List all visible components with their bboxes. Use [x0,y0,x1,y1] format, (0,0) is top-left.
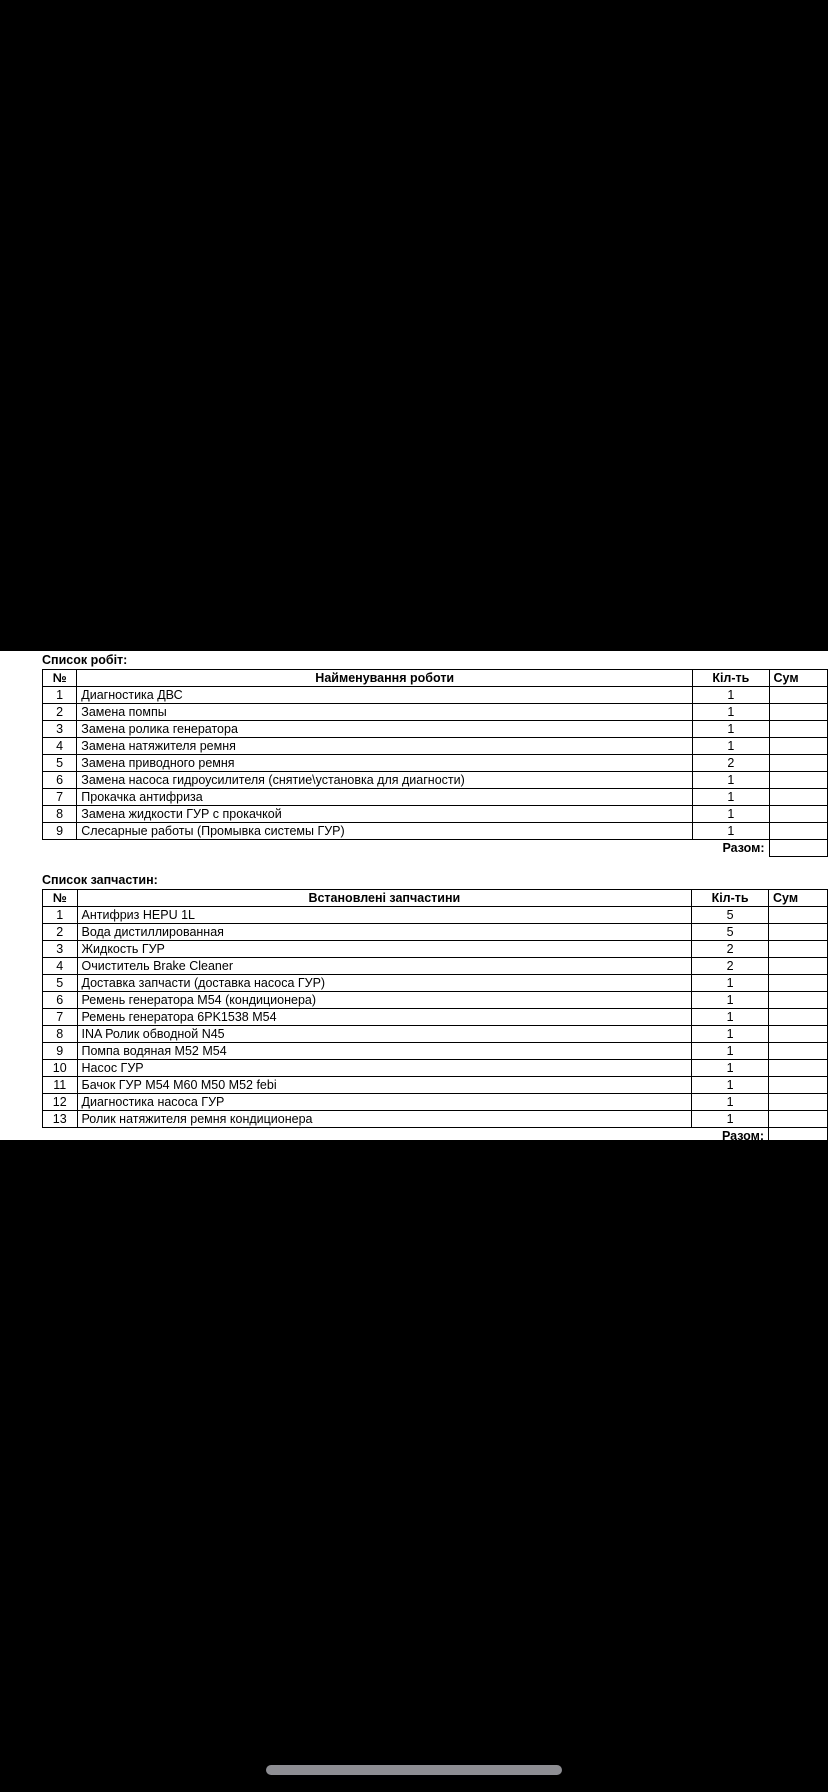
table-row [43,721,828,738]
row-sum [769,789,827,806]
table-row [43,924,828,941]
row-num: 13 [43,1111,78,1128]
table-row [43,1060,828,1077]
row-name: Слесарные работы (Промывка системы ГУР) [77,823,693,840]
parts-table [42,889,828,1140]
row-name: Ремень генератора 6PK1538 M54 [77,1009,692,1026]
row-sum [769,772,827,789]
table-row [43,1009,828,1026]
row-num: 7 [43,1009,78,1026]
table-row [43,687,828,704]
row-sum [769,721,827,738]
row-name: Доставка запчасти (доставка насоса ГУР) [77,975,692,992]
row-qty: 1 [692,992,769,1009]
parts-header-qty: Кіл-ть [692,890,769,907]
row-sum [769,704,827,721]
table-row [43,704,828,721]
row-qty: 1 [693,704,769,721]
row-sum [769,975,828,992]
row-name: Ремень генератора M54 (кондиционера) [77,992,692,1009]
row-qty: 1 [693,789,769,806]
row-qty: 1 [693,772,769,789]
works-header-sum: Сум [769,670,827,687]
table-row [43,941,828,958]
row-qty: 1 [693,721,769,738]
table-row [43,958,828,975]
table-row [43,975,828,992]
table-row [43,806,828,823]
parts-total-row [43,1128,828,1141]
table-row [43,907,828,924]
row-num: 1 [43,687,77,704]
row-qty: 1 [693,806,769,823]
row-name: Ролик натяжителя ремня кондиционера [77,1111,692,1128]
row-qty: 1 [692,1111,769,1128]
row-num: 3 [43,721,77,738]
row-num: 2 [43,924,78,941]
row-qty: 5 [692,907,769,924]
row-num: 9 [43,1043,78,1060]
table-row [43,789,828,806]
row-sum [769,738,827,755]
works-header-row [43,670,828,687]
table-row [43,823,828,840]
row-sum [769,1043,828,1060]
row-qty: 5 [692,924,769,941]
row-sum [769,907,828,924]
parts-total-label: Разом: [721,1128,765,1140]
works-total-label: Разом: [722,840,765,855]
parts-header-row [43,890,828,907]
row-sum [769,992,828,1009]
row-sum [769,941,828,958]
row-num: 8 [43,1026,78,1043]
row-num: 1 [43,907,78,924]
row-name: Диагностика насоса ГУР [77,1094,692,1111]
table-row [43,1111,828,1128]
parts-total-value [769,1128,828,1141]
row-num: 8 [43,806,77,823]
home-indicator[interactable] [266,1765,562,1775]
row-qty: 1 [692,1060,769,1077]
row-num: 5 [43,755,77,772]
table-row [43,772,828,789]
row-sum [769,1009,828,1026]
row-qty: 1 [692,1043,769,1060]
table-row [43,1026,828,1043]
row-sum [769,924,828,941]
row-qty: 1 [693,687,769,704]
parts-section-title: Список запчастин: [42,873,158,887]
row-name: Диагностика ДВС [77,687,693,704]
row-name: Бачок ГУР M54 M60 M50 M52 febi [77,1077,692,1094]
row-num: 9 [43,823,77,840]
row-sum [769,1026,828,1043]
row-sum [769,1060,828,1077]
works-total-value [769,840,827,857]
row-name: Жидкость ГУР [77,941,692,958]
row-sum [769,1077,828,1094]
row-num: 6 [43,772,77,789]
row-qty: 1 [692,975,769,992]
row-name: Замена натяжителя ремня [77,738,693,755]
table-row [43,738,828,755]
works-section-title: Список робіт: [42,653,128,667]
table-row [43,755,828,772]
table-row [43,992,828,1009]
row-qty: 1 [692,1094,769,1111]
row-num: 5 [43,975,78,992]
row-sum [769,823,827,840]
row-qty: 1 [693,823,769,840]
row-sum [769,1111,828,1128]
row-qty: 1 [692,1026,769,1043]
parts-header-num: № [43,890,78,907]
row-name: INA Ролик обводной N45 [77,1026,692,1043]
parts-header-name: Встановлені запчастини [77,890,692,907]
works-total-row [43,840,828,857]
row-qty: 2 [692,958,769,975]
row-name: Замена приводного ремня [77,755,693,772]
row-num: 12 [43,1094,78,1111]
row-sum [769,1094,828,1111]
table-row [43,1077,828,1094]
row-sum [769,958,828,975]
row-qty: 2 [693,755,769,772]
row-name: Вода дистиллированная [77,924,692,941]
row-name: Замена помпы [77,704,693,721]
row-num: 4 [43,738,77,755]
row-num: 4 [43,958,78,975]
works-header-qty: Кіл-ть [693,670,769,687]
document-page [0,651,828,1140]
row-num: 2 [43,704,77,721]
row-sum [769,806,827,823]
row-name: Замена жидкости ГУР с прокачкой [77,806,693,823]
row-qty: 1 [693,738,769,755]
row-name: Замена ролика генератора [77,721,693,738]
row-name: Очиститель Brake Cleaner [77,958,692,975]
row-num: 6 [43,992,78,1009]
row-num: 11 [43,1077,78,1094]
row-name: Помпа водяная M52 M54 [77,1043,692,1060]
works-table [42,669,828,857]
table-row [43,1094,828,1111]
row-num: 3 [43,941,78,958]
works-header-name: Найменування роботи [77,670,693,687]
row-qty: 2 [692,941,769,958]
parts-header-sum: Сум [769,890,828,907]
row-num: 7 [43,789,77,806]
table-row [43,1043,828,1060]
row-name: Прокачка антифриза [77,789,693,806]
row-name: Насос ГУР [77,1060,692,1077]
row-sum [769,755,827,772]
row-name: Антифриз HEPU 1L [77,907,692,924]
row-num: 10 [43,1060,78,1077]
row-qty: 1 [692,1009,769,1026]
row-sum [769,687,827,704]
row-name: Замена насоса гидроусилителя (снятие\установка для диагности) [77,772,693,789]
works-header-num: № [43,670,77,687]
row-qty: 1 [692,1077,769,1094]
